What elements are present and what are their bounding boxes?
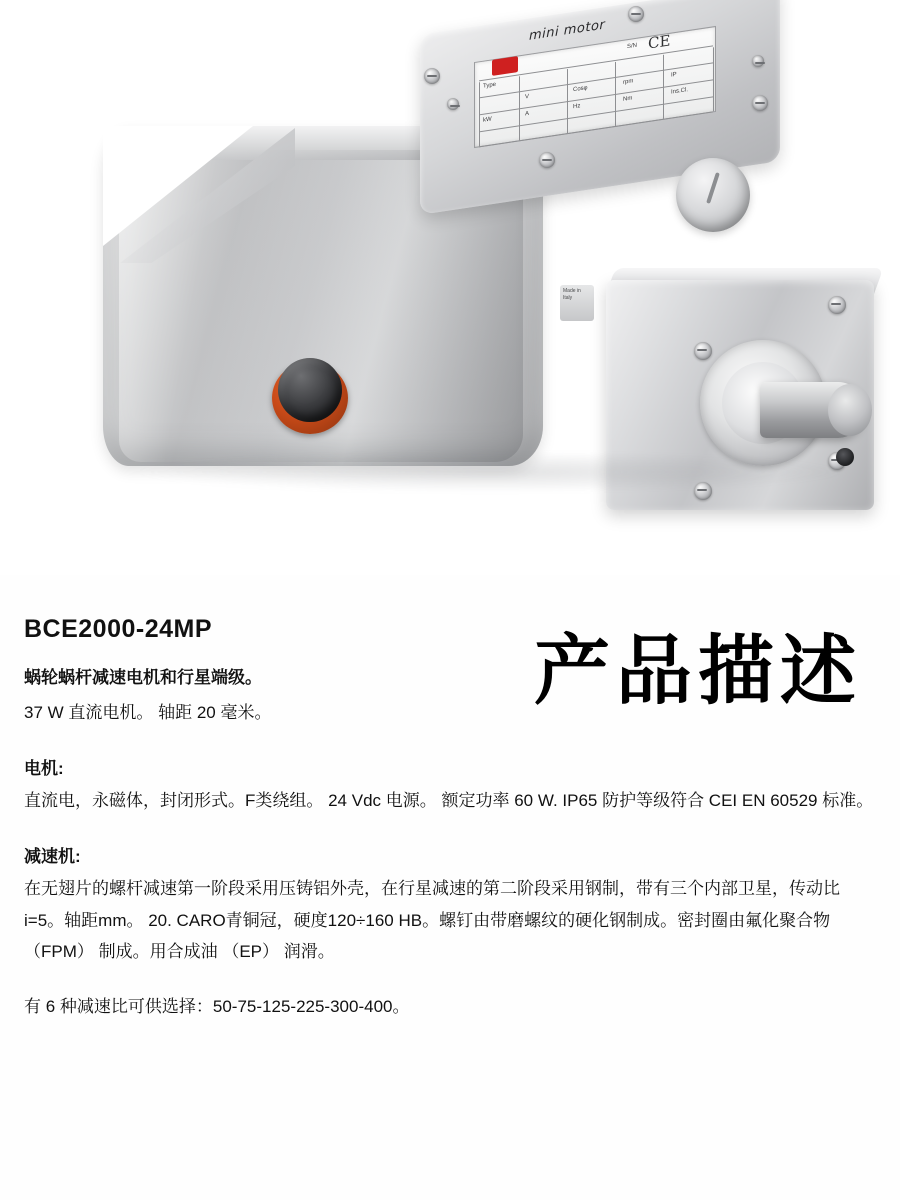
terminal-box-screw	[539, 152, 555, 168]
terminal-box-screw	[752, 55, 764, 67]
description-content	[0, 615, 900, 1022]
brand-logo: mini motor	[529, 17, 606, 44]
side-label-tag: Made in Italy	[560, 285, 594, 321]
terminal-box-screw	[447, 98, 459, 110]
terminal-box-screw	[752, 95, 768, 111]
nameplate-grid: Type S/N V Cosφ rpm IP kW A Hz Nm Ins.Cl.	[475, 45, 717, 149]
drop-shadow	[140, 452, 840, 492]
section-title-gearbox: 减速机:	[24, 847, 81, 867]
ce-mark-icon: CE	[648, 31, 671, 53]
section-body-motor: 直流电，永磁体，封闭形式。F类绕组。 24 Vdc 电源。 额定功率 60 W. IP65 防护等级符合 CEI EN 60529 标准。	[24, 790, 874, 810]
lead-subtext: 37 W 直流电机。 轴距 20 毫米。	[24, 702, 272, 722]
output-shaft-end	[828, 384, 872, 436]
ratio-options-text: 有 6 种减速比可供选择：50-75-125-225-300-400。	[24, 996, 410, 1016]
gearbox-screw	[828, 296, 846, 314]
gearbox-screw	[694, 342, 712, 360]
terminal-box-screw	[424, 68, 440, 84]
product-photo	[0, 0, 900, 575]
lead-text: 蜗轮蜗杆减速电机和行星端级。	[24, 668, 262, 687]
motor-plug-cap	[278, 358, 342, 422]
terminal-box-screw	[628, 6, 644, 22]
section-body-gearbox: 在无翅片的螺杆减速第一阶段采用压铸铝外壳，在行星减速的第二阶段采用钢制，带有三个内部卫星，传动比 i=5。轴距mm。 20. CARO青铜冠，硬度120÷160 HB。螺钉由带磨螺纹的硬化钢制成。密封圈由氟化聚合物 （FPM） 制成。用合成油 （EP） 润滑。	[24, 879, 840, 962]
section-title-motor: 电机:	[24, 758, 64, 778]
model-number: BCE2000-24MP	[24, 615, 213, 643]
page-title: 产品描述	[534, 626, 862, 715]
inspection-cap	[676, 158, 750, 232]
